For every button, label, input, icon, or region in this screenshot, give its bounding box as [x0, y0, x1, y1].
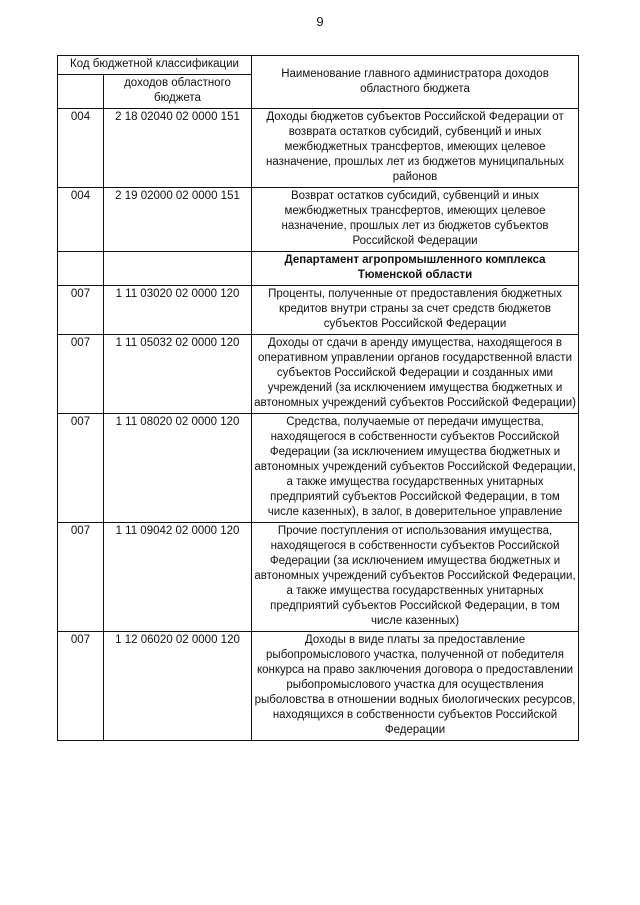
- admin-code-cell: 007: [58, 523, 104, 632]
- revenue-code-cell: 1 11 09042 02 0000 120: [104, 523, 252, 632]
- admin-code-cell: [58, 252, 104, 286]
- revenue-name-cell: Доходы в виде платы за предоставление рыбопромыслового участка, полученной от победителя конкурса на право заключения договора о предоставлении рыбопромыслового участка для осуществления рыболовства в отношении водных биологических ресурсов, находящихся в собственности субъектов Российской Федерации: [252, 632, 579, 741]
- revenue-code-cell: 1 11 08020 02 0000 120: [104, 414, 252, 523]
- department-heading-cell: Департамент агропромышленного комплекса Тюменской области: [252, 252, 579, 286]
- revenue-name-cell: Проценты, полученные от предоставления бюджетных кредитов внутри страны за счет средств бюджетов субъектов Российской Федерации: [252, 286, 579, 335]
- revenue-code-cell: 1 12 06020 02 0000 120: [104, 632, 252, 741]
- table-row: [58, 252, 579, 286]
- revenue-code-cell: 1 11 05032 02 0000 120: [104, 335, 252, 414]
- admin-code-cell: 004: [58, 109, 104, 188]
- table-row: [58, 286, 579, 335]
- admin-code-cell: 007: [58, 335, 104, 414]
- table-body: [58, 109, 579, 741]
- table-row: [58, 523, 579, 632]
- admin-code-cell: 007: [58, 632, 104, 741]
- admin-code-cell: 007: [58, 414, 104, 523]
- admin-code-cell: 007: [58, 286, 104, 335]
- header-classification-code: Код бюджетной классификации: [58, 56, 252, 75]
- revenue-code-cell: [104, 252, 252, 286]
- table-row: [58, 414, 579, 523]
- revenue-name-cell: Возврат остатков субсидий, субвенций и иных межбюджетных трансфертов, имеющих целевое назначение, прошлых лет из бюджетов субъектов Российской Федерации: [252, 188, 579, 252]
- table-row: [58, 188, 579, 252]
- revenue-code-cell: 2 19 02000 02 0000 151: [104, 188, 252, 252]
- header-admin-blank: [58, 75, 104, 109]
- revenue-code-cell: 2 18 02040 02 0000 151: [104, 109, 252, 188]
- revenue-name-cell: Средства, получаемые от передачи имущества, находящегося в собственности субъектов Российской Федерации (за исключением имущества бюджетных и автономных учреждений субъектов Российской Федерации, а также имущества государственных унитарных предприятий субъектов Российской Федерации, в том числе казенных), в залог, в доверительное управление: [252, 414, 579, 523]
- header-regional-revenue: доходов областного бюджета: [104, 75, 252, 109]
- revenue-name-cell: Доходы бюджетов субъектов Российской Федерации от возврата остатков субсидий, субвенций и иных межбюджетных трансфертов, имеющих целевое назначение, прошлых лет из бюджетов муниципальных районов: [252, 109, 579, 188]
- table-row: [58, 335, 579, 414]
- budget-classification-table: [57, 55, 579, 741]
- admin-code-cell: 004: [58, 188, 104, 252]
- revenue-name-cell: Доходы от сдачи в аренду имущества, находящегося в оперативном управлении органов государственной власти субъектов Российской Федерации и созданных ими учреждений (за исключением имущества бюджетных и автономных учреждений субъектов Российской Федерации): [252, 335, 579, 414]
- revenue-name-cell: Прочие поступления от использования имущества, находящегося в собственности субъектов Российской Федерации (за исключением имущества бюджетных и автономных учреждений субъектов Российской Федерации, а также имущества государственных унитарных предприятий субъектов Российской Федерации, в том числе казенных): [252, 523, 579, 632]
- page-number: 9: [316, 14, 324, 29]
- table-header-row: [58, 56, 579, 75]
- table-row: [58, 632, 579, 741]
- table-row: [58, 109, 579, 188]
- header-administrator-name: Наименование главного администратора доходов областного бюджета: [252, 56, 579, 109]
- revenue-code-cell: 1 11 03020 02 0000 120: [104, 286, 252, 335]
